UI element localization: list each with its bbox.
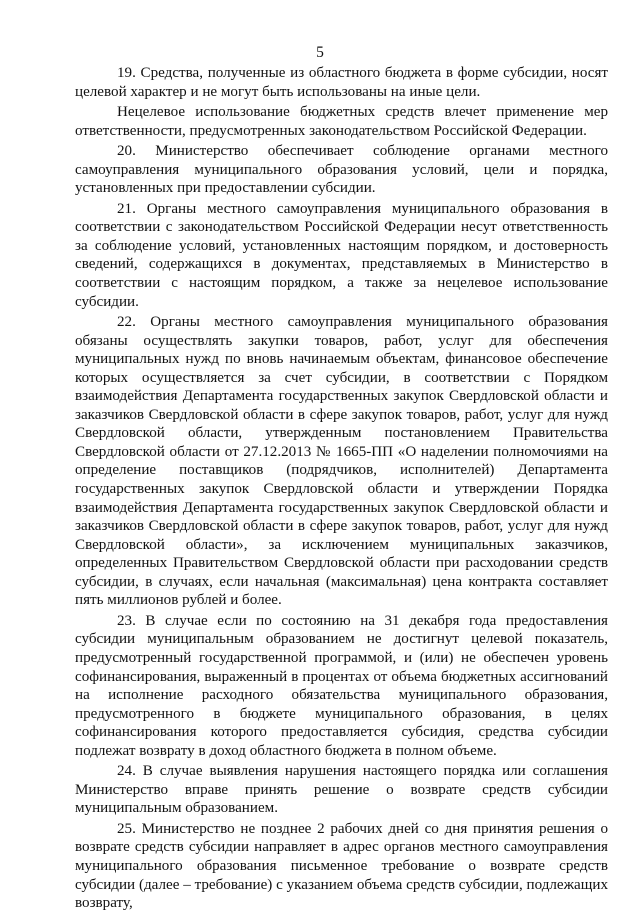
paragraph-22: 22. Органы местного самоуправления муниципального образования обязаны осуществлять закупки товаров, работ, услуг для обеспечения муниципальных нужд по вновь начинаемым объектам, финансовое обеспечение которых осуществляется за счет субсидии, в соответствии с Порядком взаимодействия Департамента государственных закупок Свердловской области и заказчиков Свердловской области в сфере закупок товаров, работ, услуг для нужд Свердловской области, утвержденным постановлением Правительства Свердловской области от 27.12.2013 № 1665-ПП «О наделении полномочиями на определение поставщиков (подрядчиков, исполнителей) Департамента государственных закупок Свердловской области и утверждении Порядка взаимодействия Департамента государственных закупок Свердловской области и заказчиков Свердловской области в сфере закупок товаров, работ, услуг для нужд Свердловской области», за исключением муниципальных заказчиков, определенных Правительством Свердловской области при расходовании средств субсидии, в случаях, если начальная (максимальная) цена контракта составляет пять миллионов рублей и более. xyxy=(75,314,608,609)
paragraph-25: 25. Министерство не позднее 2 рабочих дней со дня принятия решения о возврате средств субсидии направляет в адрес органов местного самоуправления муниципального образования письменное требование о возврате средств субсидии (далее – требование) с указанием объема средств субсидии, подлежащих возврату, xyxy=(75,820,608,912)
document-body xyxy=(75,64,608,913)
paragraph-24: 24. В случае выявления нарушения настоящего порядка или соглашения Министерство вправе принять решение о возврате средств субсидии муниципальным образованием. xyxy=(75,763,608,817)
paragraph-20: 20. Министерство обеспечивает соблюдение органами местного самоуправления муниципального образования условий, цели и порядка, установленных при предоставлении субсидии. xyxy=(75,143,608,197)
paragraph-19: 19. Средства, полученные из областного бюджета в форме субсидии, носят целевой характер и не могут быть использованы на иные цели. xyxy=(75,65,608,100)
paragraph-misuse-liability: Нецелевое использование бюджетных средств влечет применение мер ответственности, предусмотренных законодательством Российской Федерации. xyxy=(75,104,608,139)
paragraph-23: 23. В случае если по состоянию на 31 декабря года предоставления субсидии муниципальным образованием не достигнут целевой показатель, предусмотренный государственной программой, и (или) не обеспечен уровень софинансирования, выраженный в процентах от объема бюджетных ассигнований на исполнение расходного обязательства муниципального образования, предусмотренного в бюджете муниципального образования, в целях софинансирования которого предоставляется субсидия, средства субсидии подлежат возврату в доход областного бюджета в полном объеме. xyxy=(75,612,608,759)
paragraph-21: 21. Органы местного самоуправления муниципального образования в соответствии с законодательством Российской Федерации несут ответственность за соблюдение условий, установленных настоящим порядком, и достоверность сведений, содержащихся в документах, представляемых в Министерство в соответствии с настоящим порядком, а также за нецелевое использование субсидии. xyxy=(75,200,608,310)
page-number: 5 xyxy=(316,44,324,61)
